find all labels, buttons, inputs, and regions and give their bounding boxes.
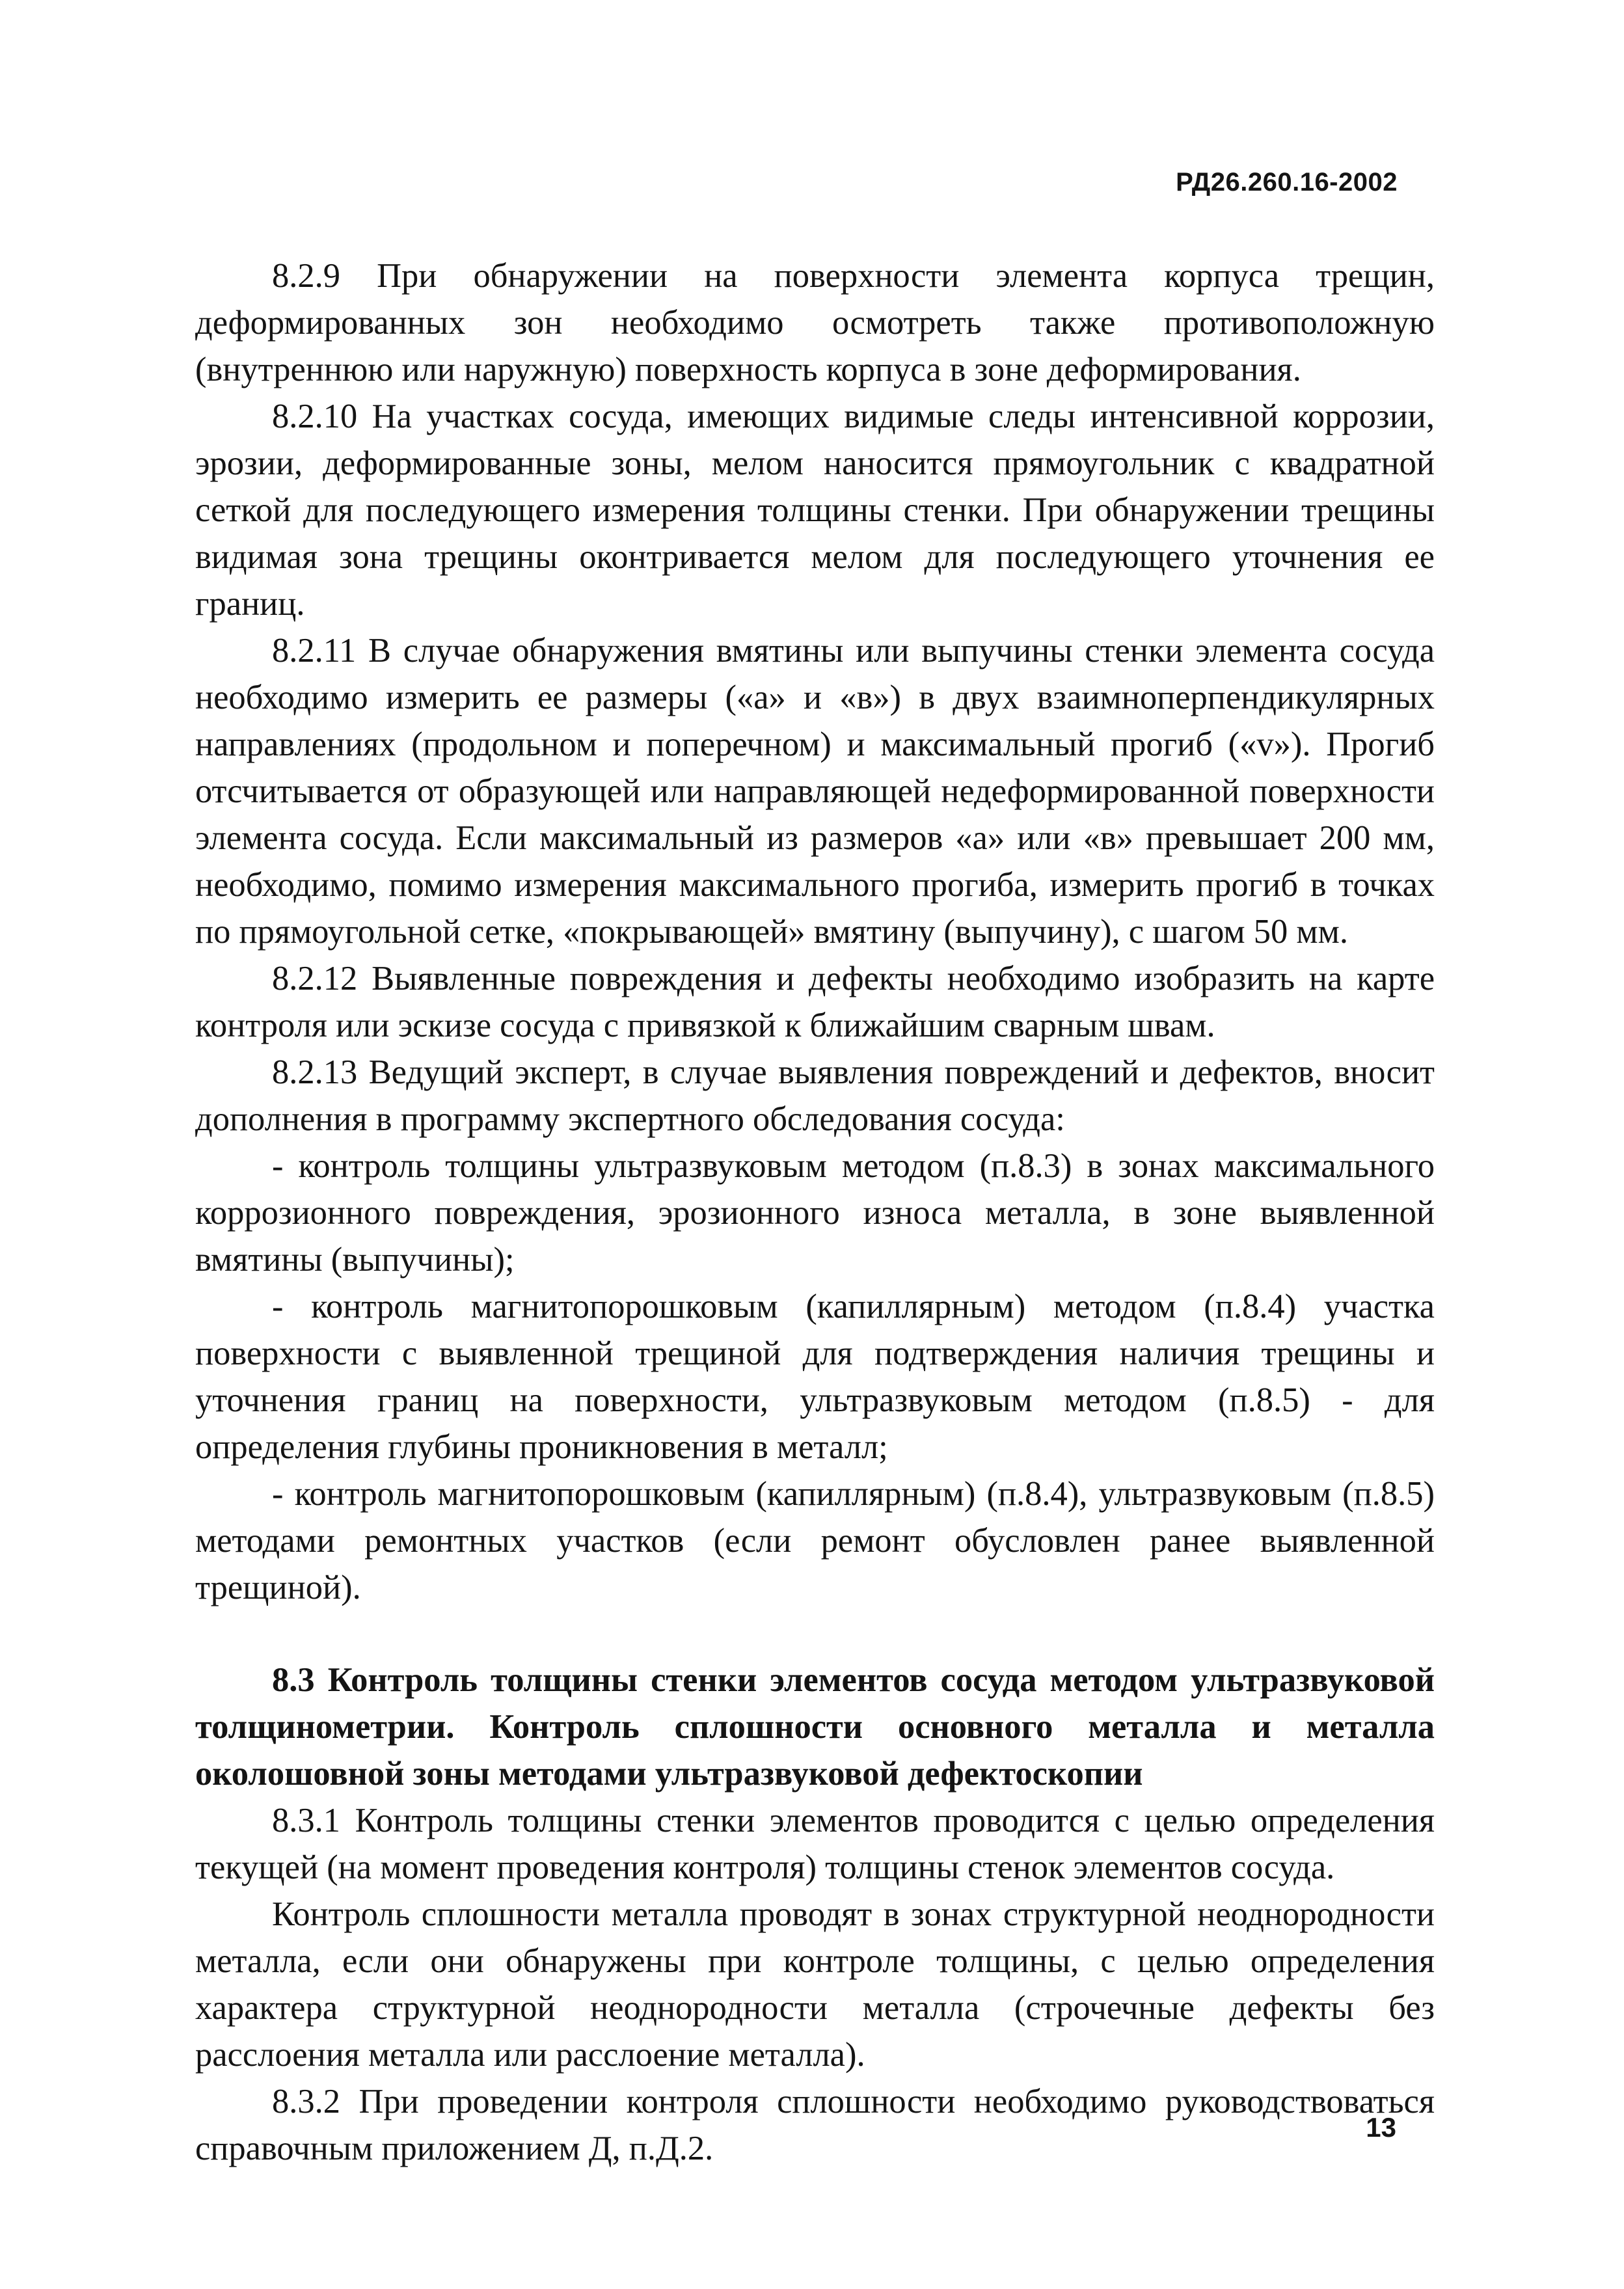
paragraph-8-3-2: 8.3.2 При проведении контроля сплошности необходимо руководствоваться справочным приложением Д, п.Д.2. [195, 2083, 1435, 2167]
page-body [195, 252, 1435, 2172]
list-item-thickness-control: - контроль толщины ультразвуковым методом (п.8.3) в зонах максимального коррозионного повреждения, эрозионного износа металла, в зоне выявленной вмятины (выпучины); [195, 1147, 1435, 1279]
list-item-magnetic-control: - контроль магнитопорошковым (капиллярным) методом (п.8.4) участка поверхности с выявленной трещиной для подтверждения наличия трещины и уточнения границ на поверхности, ультразвуковым методом (п.8.5) - для определения глубины проникновения в металл; [195, 1288, 1435, 1466]
paragraph-8-2-10: 8.2.10 На участках сосуда, имеющих видимые следы интенсивной коррозии, эрозии, деформированные зоны, мелом наносится прямоугольник с квадратной сеткой для последующего измерения толщины стенки. При обнаружении трещины видимая зона трещины оконтривается мелом для последующего уточнения ее границ. [195, 398, 1435, 623]
paragraph-8-2-9: 8.2.9 При обнаружении на поверхности элемента корпуса трещин, деформированных зон необходимо осмотреть также противоположную (внутреннюю или наружную) поверхность корпуса в зоне деформирования. [195, 257, 1435, 388]
paragraph-8-2-12: 8.2.12 Выявленные повреждения и дефекты необходимо изобразить на карте контроля или эскизе сосуда с привязкой к ближайшим сварным швам. [195, 960, 1435, 1044]
paragraph-continuity-control: Контроль сплошности металла проводят в зонах структурной неоднородности металла, если они обнаружены при контроле толщины, с целью определения характера структурной неоднородности металла (строчечные дефекты без расслоения металла или расслоение металла). [195, 1895, 1435, 2074]
paragraph-8-2-13: 8.2.13 Ведущий эксперт, в случае выявления повреждений и дефектов, вносит дополнения в программу экспертного обследования сосуда: [195, 1053, 1435, 1138]
list-item-repair-control: - контроль магнитопорошковым (капиллярным) (п.8.4), ультразвуковым (п.8.5) методами ремонтных участков (если ремонт обусловлен ранее выявленной трещиной). [195, 1475, 1435, 1606]
paragraph-8-3-1: 8.3.1 Контроль толщины стенки элементов проводится с целью определения текущей (на момент проведения контроля) толщины стенок элементов сосуда. [195, 1802, 1435, 1886]
section-heading-8-3: 8.3 Контроль толщины стенки элементов сосуда методом ультразвуковой толщинометрии. Контроль сплошности основного металла и металла околошовной зоны методами ультразвуковой дефектоскопии [195, 1661, 1435, 1793]
document-code: РД26.260.16-2002 [1176, 168, 1398, 196]
paragraph-8-2-11: 8.2.11 В случае обнаружения вмятины или выпучины стенки элемента сосуда необходимо измерить ее размеры («а» и «в») в двух взаимноперпендикулярных направлениях (продольном и поперечном) и максимальный прогиб («v»). Прогиб отсчитывается от образующей или направляющей недеформированной поверхности элемента сосуда. Если максимальный из размеров «а» или «в» превышает 200 мм, необходимо, помимо измерения максимального прогиба, измерить прогиб в точках по прямоугольной сетке, «покрывающей» вмятину (выпучину), с шагом 50 мм. [195, 632, 1435, 951]
page-number: 13 [1366, 2112, 1396, 2143]
